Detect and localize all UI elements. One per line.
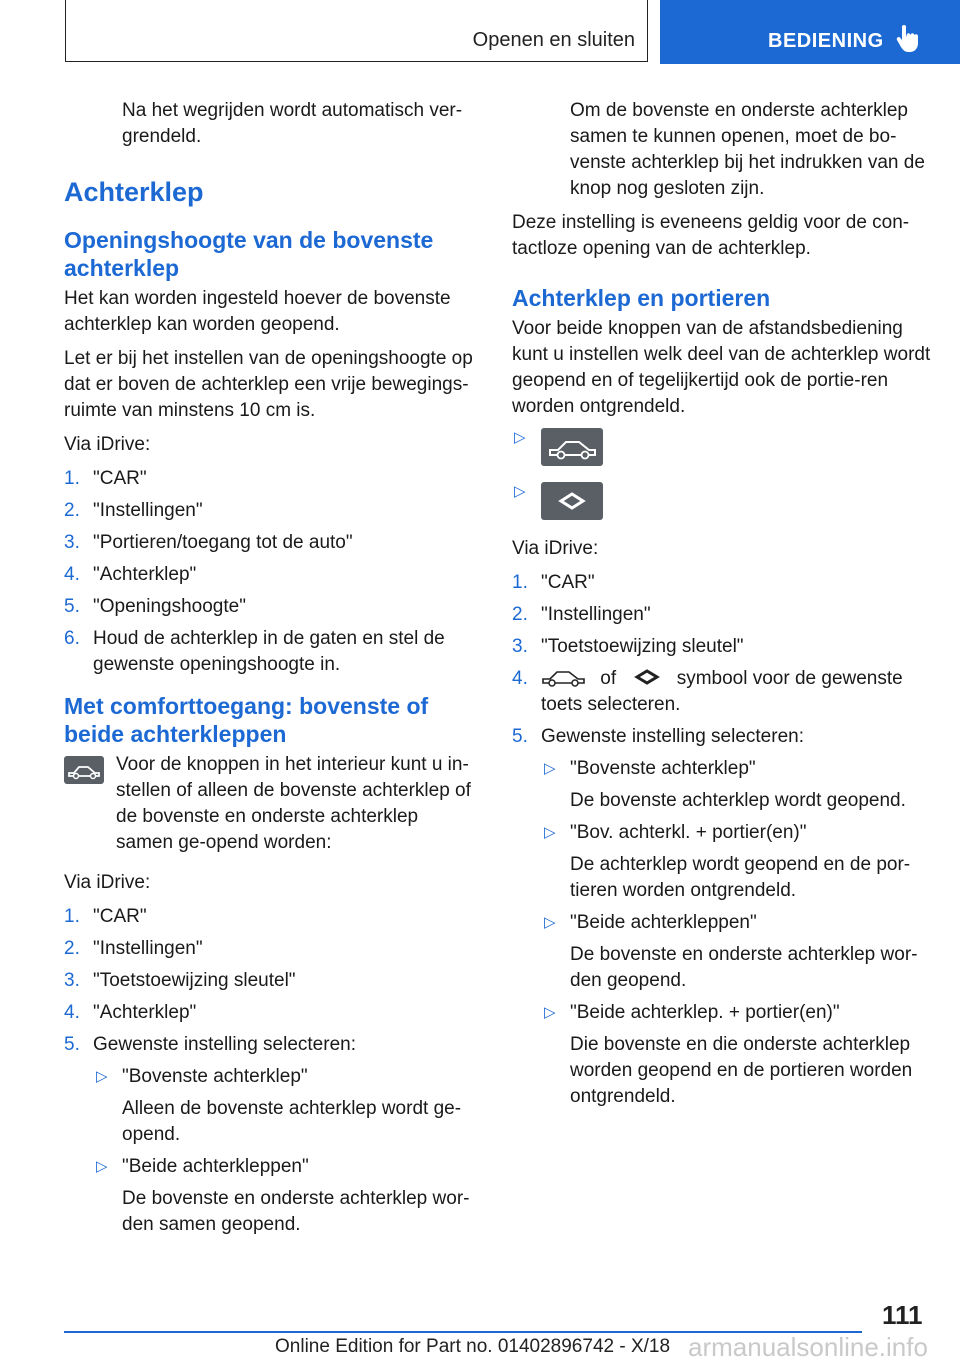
list-number: 3. <box>512 636 528 657</box>
triangle-bullet-icon: ▷ <box>544 824 556 841</box>
list-item <box>64 466 480 492</box>
list-item <box>512 666 932 718</box>
list-number: 5. <box>64 1034 80 1055</box>
list-item <box>64 1000 480 1026</box>
list-number: 1. <box>64 468 80 489</box>
option-description: De achterklep wordt geopend en de por-tieren worden ontgrendeld. <box>570 854 911 901</box>
triangle-bullet-icon: ▷ <box>96 1158 108 1175</box>
list-number: 3. <box>64 532 80 553</box>
option-label: "Beide achterklep. + portier(en)" <box>570 1002 840 1023</box>
option-description: De bovenste achterklep wordt geopend. <box>570 790 906 811</box>
list-text: symbool voor de gewenste toets selecteren. <box>541 668 903 715</box>
list-text: "Achterklep" <box>93 1002 197 1023</box>
list-text: "Portieren/toegang tot de auto" <box>93 532 353 553</box>
list-number: 4. <box>64 564 80 585</box>
list-number: 2. <box>64 938 80 959</box>
list-item <box>64 904 480 930</box>
list-number: 1. <box>512 572 528 593</box>
list-text: Houd de achterklep in de gaten en stel de gewenste openingshoogte in. <box>93 628 445 675</box>
list-number: 2. <box>512 604 528 625</box>
via-idrive-label: Via iDrive: <box>512 538 599 559</box>
header-section-box <box>65 0 648 62</box>
triangle-bullet-icon: ▷ <box>544 1004 556 1021</box>
list-item <box>64 968 480 994</box>
triangle-bullet-icon: ▷ <box>96 1068 108 1085</box>
heading-comforttoegang: Met comforttoegang: bovenste of beide achterkleppen <box>64 693 429 747</box>
list-number: 4. <box>64 1002 80 1023</box>
heading-achterklep: Achterklep <box>64 177 204 207</box>
left-column <box>64 98 480 1248</box>
list-number: 5. <box>64 596 80 617</box>
paragraph: Let er bij het instellen van de openingshoogte op dat er boven de achterklep een vrije bewegings-ruimte van minstens 10 cm is. <box>64 348 473 421</box>
car-tailgate-icon <box>64 756 104 784</box>
list-text: "CAR" <box>93 468 147 489</box>
header-chapter-label: BEDIENING <box>768 30 884 52</box>
via-idrive-label: Via iDrive: <box>64 872 151 893</box>
list-text: "Toetstoewijzing sleutel" <box>93 970 296 991</box>
header-section-title: Openen en sluiten <box>472 29 635 51</box>
comfort-paragraph: Voor de knoppen in het interieur kunt u in-stellen of alleen de bovenste achterklep of de bovenste en onderste achterklep samen ge-opend worden: <box>116 754 471 853</box>
list-text: Gewenste instelling selecteren: <box>541 726 804 747</box>
key-button-line <box>512 482 932 522</box>
list-text: "Instellingen" <box>93 500 203 521</box>
option-description: Alleen de bovenste achterklep wordt ge-opend. <box>122 1098 462 1145</box>
footer-edition: Online Edition for Part no. 01402896742 - X/18 <box>275 1336 671 1357</box>
list-item <box>512 724 932 1110</box>
option-label: "Bovenste achterklep" <box>122 1066 308 1087</box>
option-description: Die bovenste en die onderste achterklep worden geopend en de portieren worden ontgrendeld. <box>570 1034 913 1107</box>
list-item <box>64 1032 480 1238</box>
option-label: "Bov. achterkl. + portier(en)" <box>570 822 807 843</box>
header-chapter-tab[interactable] <box>660 0 960 64</box>
paragraph: Om de bovenste en onderste achterklep samen te kunnen openen, moet de bo-venste achterklep bij het indrukken van de knop nog gesloten zijn. <box>570 100 925 199</box>
triangle-bullet-icon: ▷ <box>514 483 526 500</box>
list-text: Gewenste instelling selecteren: <box>93 1034 356 1055</box>
comfort-block <box>64 752 480 856</box>
list-item <box>64 562 480 588</box>
triangle-bullet-icon: ▷ <box>544 914 556 931</box>
option-item <box>541 820 932 904</box>
list-text: "Openingshoogte" <box>93 596 246 617</box>
paragraph: Deze instelling is eveneens geldig voor de con-tactloze opening van de achterklep. <box>512 212 910 259</box>
list-item <box>64 498 480 524</box>
right-column <box>512 98 932 1120</box>
via-idrive-label: Via iDrive: <box>64 434 151 455</box>
list-item <box>512 570 932 596</box>
list-text: "CAR" <box>541 572 595 593</box>
paragraph: Het kan worden ingesteld hoever de bovenste achterklep kan worden geopend. <box>64 288 451 335</box>
option-description: De bovenste en onderste achterklep wor-den samen geopend. <box>122 1188 470 1235</box>
page-number: 111 <box>882 1300 923 1330</box>
key-button-line <box>512 428 932 468</box>
car-outline-icon <box>541 667 587 687</box>
list-number: 1. <box>64 906 80 927</box>
list-number: 5. <box>512 726 528 747</box>
list-text: "Achterklep" <box>93 564 197 585</box>
paragraph: Voor beide knoppen van de afstandsbediening kunt u instellen welk deel van de achterklep wordt geopend en of tegelijkertijd ook de portie-ren worden ontgrendeld. <box>512 318 931 417</box>
option-item <box>93 1064 480 1148</box>
list-text: "CAR" <box>93 906 147 927</box>
heading-achterklep-portieren: Achterklep en portieren <box>512 285 771 311</box>
diamond-icon <box>629 668 665 686</box>
list-number: 2. <box>64 500 80 521</box>
list-item <box>512 634 932 660</box>
steps-list-openingshoogte <box>64 466 480 678</box>
option-label: "Bovenste achterklep" <box>570 758 756 779</box>
list-text: "Instellingen" <box>93 938 203 959</box>
list-number: 6. <box>64 628 80 649</box>
list-item <box>64 936 480 962</box>
options-sublist <box>93 1064 480 1238</box>
option-item <box>541 910 932 994</box>
option-item <box>93 1154 480 1238</box>
car-tailgate-key-icon <box>541 428 603 466</box>
unlock-diamond-key-icon <box>541 482 603 520</box>
steps-list-remote <box>512 570 932 1110</box>
heading-openingshoogte: Openingshoogte van de bovenste achterklep <box>64 227 434 281</box>
list-item <box>64 594 480 620</box>
list-text: "Instellingen" <box>541 604 651 625</box>
list-item <box>64 530 480 556</box>
footer-watermark: armanualsonline.info <box>688 1332 928 1362</box>
list-number: 3. <box>64 970 80 991</box>
intro-text: Na het wegrijden wordt automatisch ver-grendeld. <box>122 100 463 147</box>
option-label: "Beide achterkleppen" <box>122 1156 309 1177</box>
list-number: 4. <box>512 668 528 689</box>
option-label: "Beide achterkleppen" <box>570 912 757 933</box>
list-text: "Toetstoewijzing sleutel" <box>541 636 744 657</box>
option-item <box>541 756 932 814</box>
triangle-bullet-icon: ▷ <box>544 760 556 777</box>
list-item <box>64 626 480 678</box>
option-description: De bovenste en onderste achterklep wor-den geopend. <box>570 944 918 991</box>
options-sublist <box>541 756 932 1110</box>
or-text: of <box>600 668 617 689</box>
hand-pointer-icon <box>896 25 918 53</box>
list-item <box>512 602 932 628</box>
triangle-bullet-icon: ▷ <box>514 429 526 446</box>
option-item <box>541 1000 932 1110</box>
steps-list-comfort <box>64 904 480 1238</box>
